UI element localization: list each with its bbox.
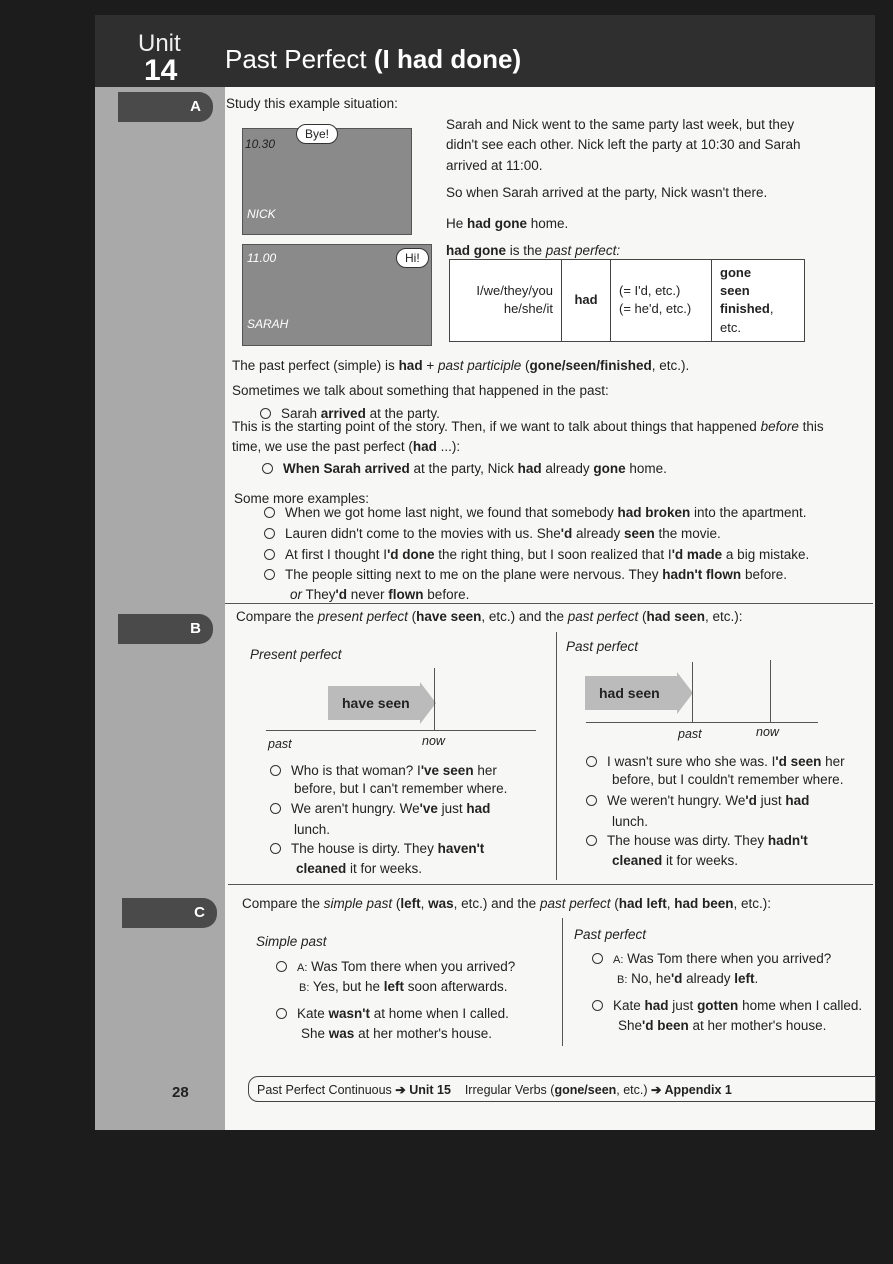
past-perfect-example-1a: I wasn't sure who she was. I'd seen her [586,753,845,771]
more-example-4: The people sitting next to me on the plane were nervous. They hadn't flown before. [264,566,787,584]
timeline-left-now: now [422,734,445,748]
cross-reference-bar [248,1076,876,1102]
past-perfect-c-heading: Past perfect [574,927,647,942]
past-perfect-c-example-2a: Kate had just gotten home when I called. [592,997,862,1015]
timeline-right [586,722,818,723]
present-example-2a: We aren't hungry. We've just had [270,800,490,818]
past-perfect-example-3b: cleaned it for weeks. [612,853,739,868]
section-b-intro: Compare the present perfect (have seen, etc.) and the past perfect (had seen, etc.): [236,609,743,624]
pic2-time: 11.00 [247,251,277,265]
starting-point-line-2: time, we use the past perfect (had ...): [232,439,461,454]
had-seen-arrow-head [677,672,693,714]
story-so-line: So when Sarah arrived at the party, Nick wasn't there. [446,185,768,200]
more-examples-label: Some more examples: [234,491,370,506]
story-he-line: He had gone home. [446,216,569,231]
past-perfect-c-example-2b: She'd been at her mother's house. [618,1018,827,1033]
timeline-left-past: past [268,737,292,751]
pic1-name: NICK [247,207,276,221]
present-example-2b: lunch. [294,822,331,837]
story-line-3: arrived at 11:00. [446,158,543,173]
link-past-perfect-continuous[interactable]: Past Perfect Continuous ➔ Unit 15 [257,1083,451,1097]
present-example-1a: Who is that woman? I've seen her [270,762,497,780]
table-subjects: I/we/they/you he/she/it [450,260,562,342]
table-aux: had [562,260,611,342]
unit-number: 14 [144,54,178,87]
past-perfect-c-example-1a: A: Was Tom there when you arrived? [592,950,831,968]
more-example-2: Lauren didn't come to the movies with us. She'd already seen the movie. [264,525,721,543]
now-marker-left [434,668,435,730]
simple-past-example-2a: Kate wasn't at home when I called. [276,1005,509,1023]
pic1-speech-bubble: Bye! [296,124,338,144]
section-b-column-divider [556,632,557,880]
past-perfect-example-2b: lunch. [612,814,649,829]
sometimes-line: Sometimes we talk about something that happened in the past: [232,383,609,398]
starting-point-line-1: This is the starting point of the story. Then, if we want to talk about things that happened before this [232,419,824,434]
had-seen-arrow: had seen [585,676,677,710]
present-example-3b: cleaned it for weeks. [296,861,423,876]
section-a-tab: A [118,92,213,122]
pic2-name: SARAH [247,317,289,331]
section-divider-ab [225,603,873,604]
simple-past-heading: Simple past [256,934,327,949]
rule-line: The past perfect (simple) is had + past participle (gone/seen/finished, etc.). [232,358,690,373]
present-example-3a: The house is dirty. They haven't [270,840,484,858]
page-sidebar [95,15,225,1130]
table-contractions: (= I'd, etc.) (= he'd, etc.) [611,260,712,342]
have-seen-arrow: have seen [328,686,420,720]
story-line-1: Sarah and Nick went to the same party last week, but they [446,117,795,132]
pic1-time: 10.30 [245,137,276,151]
timeline-right-past: past [678,727,702,741]
past-perfect-example-2a: We weren't hungry. We'd just had [586,792,809,810]
section-divider-bc [228,884,873,885]
timeline-right-now: now [756,725,779,739]
section-c-intro: Compare the simple past (left, was, etc.) and the past perfect (had left, had been, etc.): [242,896,772,911]
present-perfect-heading: Present perfect [250,647,342,662]
section-a-intro: Study this example situation: [226,96,398,111]
timeline-left [266,730,536,731]
past-perfect-heading: Past perfect [566,639,639,654]
section-c-tab: C [122,898,217,928]
example-when-sarah-arrived: When Sarah arrived at the party, Nick had already gone home. [262,460,667,478]
story-line-2: didn't see each other. Nick left the party at 10:30 and Sarah [446,137,801,152]
pp-label: had gone is the past perfect: [446,243,621,258]
past-marker-right [692,662,693,722]
simple-past-example-1a: A: Was Tom there when you arrived? [276,958,515,976]
example-arrived: Sarah arrived at the party. [260,405,440,423]
now-marker-right [770,660,771,722]
simple-past-example-2b: She was at her mother's house. [301,1026,492,1041]
past-perfect-c-example-1b: B: No, he'd already left. [617,971,759,986]
section-b-tab: B [118,614,213,644]
page-title: Past Perfect (I had done) [225,44,522,74]
present-example-1b: before, but I can't remember where. [294,781,508,796]
table-participles: gone seen finished, etc. [712,260,805,342]
illustration-nick-leaving [242,128,412,235]
pic2-speech-bubble: Hi! [396,248,429,268]
more-example-3: At first I thought I'd done the right thing, but I soon realized that I'd made a big mistake. [264,546,809,564]
page-number: 28 [172,1084,189,1101]
simple-past-example-1b: B: Yes, but he left soon afterwards. [299,979,508,994]
more-example-1: When we got home last night, we found that somebody had broken into the apartment. [264,504,807,522]
past-perfect-form-table [449,259,805,342]
unit-label: Unit [138,30,181,57]
past-perfect-example-3a: The house was dirty. They hadn't [586,832,808,850]
more-example-5: or They'd never flown before. [290,587,470,602]
section-c-column-divider [562,918,563,1046]
link-irregular-verbs[interactable]: Irregular Verbs (gone/seen, etc.) ➔ Appendix 1 [464,1083,732,1097]
past-perfect-example-1b: before, but I couldn't remember where. [612,772,844,787]
